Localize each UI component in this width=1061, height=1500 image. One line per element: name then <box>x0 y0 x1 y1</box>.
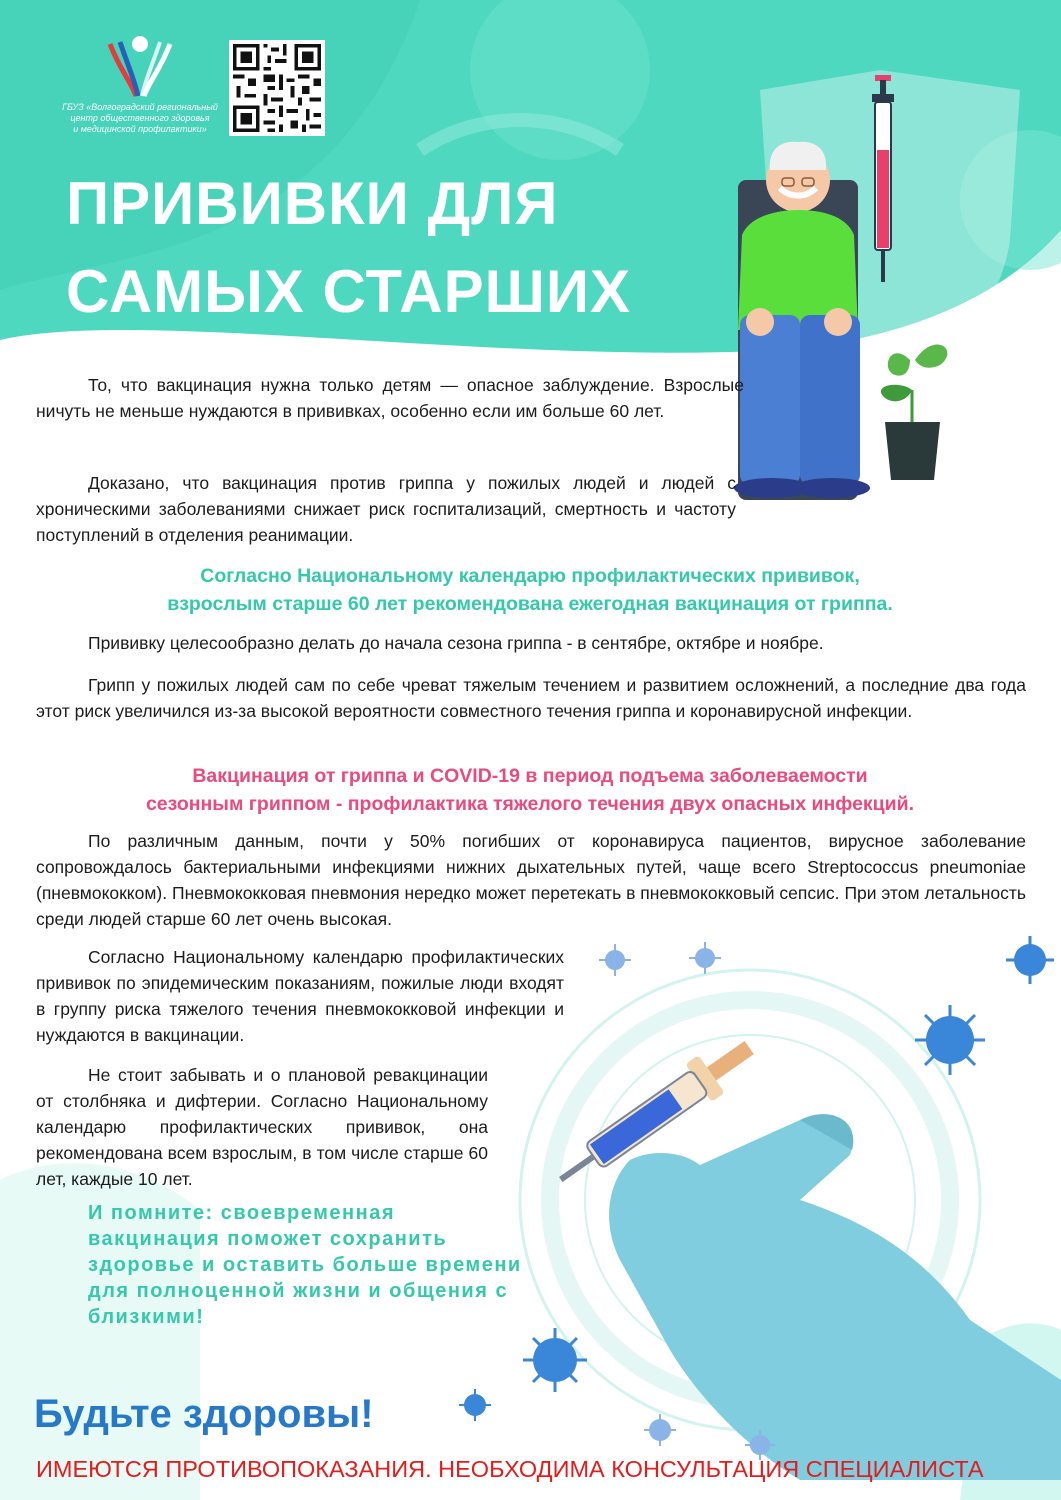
logo-caption <box>60 102 220 135</box>
reminder-line: вакцинация поможет сохранить <box>88 1228 448 1250</box>
highlight-line: сезонным гриппом - профилактика тяжелого течения двух опасных инфекций. <box>145 793 915 815</box>
logo-emblem-icon <box>90 30 190 100</box>
reminder-line: здоровье и оставить больше времени <box>88 1254 522 1276</box>
paragraph: Прививку целесообразно делать до начала сезона гриппа - в сентябре, октябре и ноябре. <box>88 633 824 653</box>
footer-warning: ИМЕЮТСЯ ПРОТИВОПОКАЗАНИЯ. НЕОБХОДИМА КОНСУЛЬТАЦИЯ СПЕЦИАЛИСТА <box>36 1456 984 1482</box>
highlight-line: Вакцинация от гриппа и COVID-19 в период подъема заболеваемости <box>192 765 868 787</box>
elderly-man-illustration <box>720 60 1040 500</box>
virus-icon <box>523 1328 587 1392</box>
highlight-vaccination-calendar <box>30 562 1030 618</box>
qr-code-icon <box>229 40 325 136</box>
reminder-line: близкими! <box>88 1306 205 1328</box>
virus-icon <box>644 1414 676 1446</box>
paragraph: То, что вакцинация нужна только детям — опасное заблуждение. Взрослые ничуть не меньше нуждаются в прививках, особенно если им больше 60 лет. <box>36 375 744 421</box>
highlight-covid-flu <box>30 762 1030 818</box>
footer-slogan: Будьте здоровы! <box>34 1392 374 1436</box>
virus-icon <box>599 944 631 976</box>
virus-icon <box>1006 936 1054 984</box>
virus-icon <box>915 1005 985 1075</box>
paragraph: Согласно Национальному календарю профилактических прививок по эпидемическим показаниям, пожилые люди входят в группу риска тяжелого течения пневмококковой инфекции и нуждаются в вакцинации. <box>36 947 564 1045</box>
paragraph: Грипп у пожилых людей сам по себе чреват тяжелым течением и развитием осложнений, а последние два года этот риск увеличился из-за высокой вероятности совместного течения гриппа и коронавирусной инфекции. <box>36 675 1026 721</box>
title-line: САМЫХ СТАРШИХ <box>66 258 632 325</box>
reminder-line: для полноценной жизни и общения с <box>88 1280 509 1302</box>
reminder-note <box>88 1200 522 1330</box>
paragraph: Доказано, что вакцинация против гриппа у пожилых людей и людей с хроническими заболеваниями снижает риск госпитализаций, смертность и частоту поступлений в отделения реанимации. <box>36 473 736 545</box>
logo-caption-line: ГБУЗ «Волгоградский региональный <box>62 102 218 112</box>
logo-caption-line: и медицинской профилактики» <box>73 124 207 134</box>
virus-icon <box>689 942 721 974</box>
page-title <box>66 160 631 336</box>
paragraph: Не стоит забывать и о плановой ревакцинации от столбняка и дифтерии. Согласно Национальному календарю профилактических прививок, она рекомендована всем взрослым, в том числе старше 60 лет, каждые 10 лет. <box>36 1065 488 1189</box>
highlight-line: взрослым старше 60 лет рекомендована ежегодная вакцинация от гриппа. <box>167 593 893 615</box>
highlight-line: Согласно Национальному календарю профилактических прививок, <box>200 565 860 587</box>
title-line: ПРИВИВКИ ДЛЯ <box>66 170 559 237</box>
virus-icon <box>459 1389 491 1421</box>
reminder-line: И помните: своевременная <box>88 1202 396 1224</box>
organization-logo <box>60 30 220 135</box>
paragraph: По различным данным, почти у 50% погибших от коронавируса пациентов, вирусное заболевание сопровождалось бактериальными инфекциями нижних дыхательных путей, чаще всего Streptococcus pneumoniae (пневмококком). Пневмококковая пневмония нередко может перетекать в пневмококковый сепсис. При этом летальность среди людей старше 60 лет очень высокая. <box>36 831 1026 929</box>
logo-caption-line: центр общественного здоровья <box>70 113 210 123</box>
